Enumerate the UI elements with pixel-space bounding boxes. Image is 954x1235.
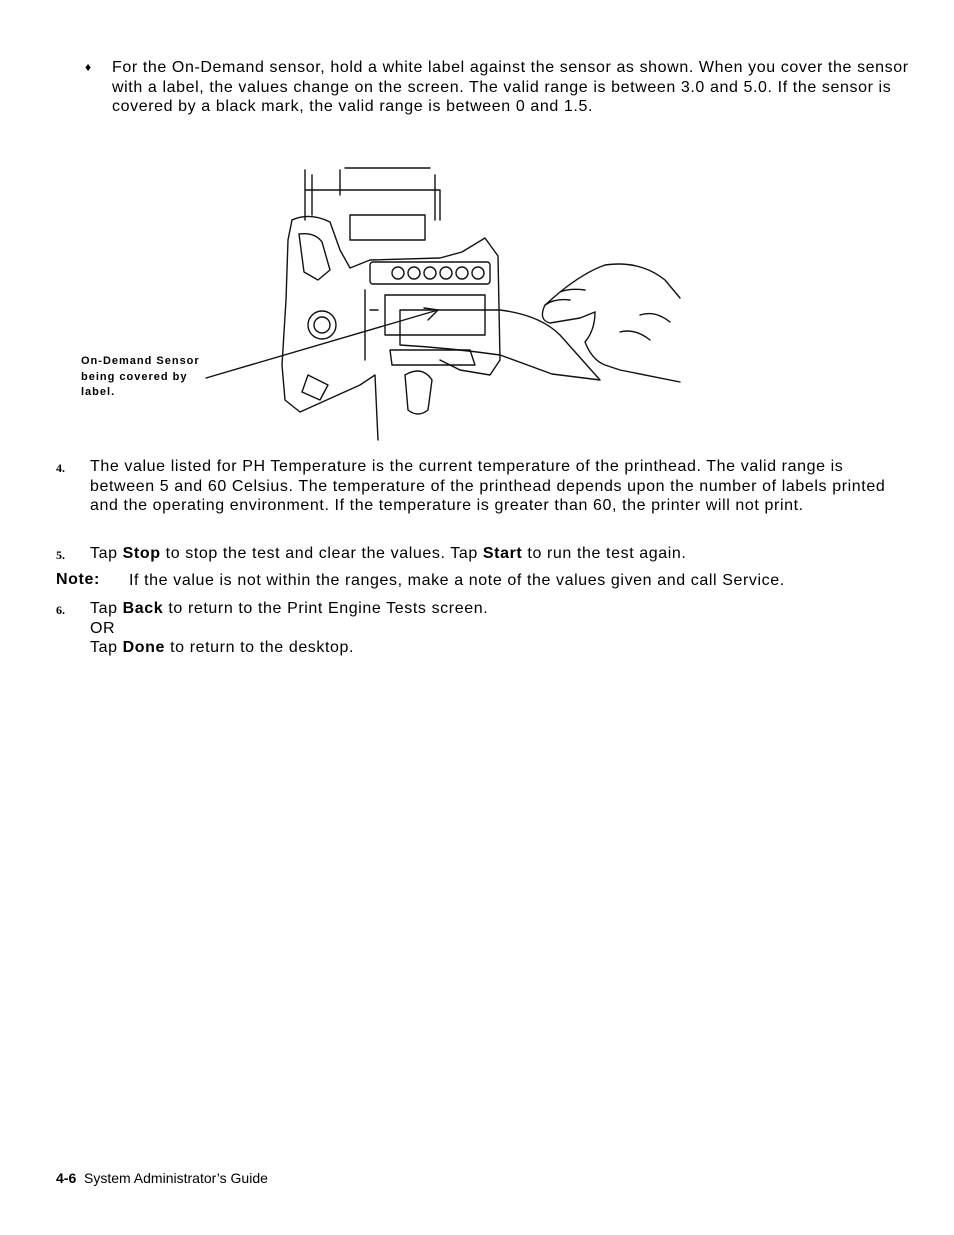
printer-sensor-illustration: [200, 160, 690, 445]
page-number: 4-6: [56, 1170, 77, 1186]
printer-body: [282, 220, 378, 440]
step-6-pre: Tap: [90, 600, 123, 617]
caption-line: being covered by: [81, 370, 188, 383]
step-6-text: [90, 599, 910, 658]
bullet-diamond-icon: ♦: [85, 60, 92, 74]
step-5-post: to run the test again.: [522, 545, 687, 562]
trigger: [405, 371, 432, 414]
done-keyword: Done: [122, 639, 166, 657]
step-5-pre: Tap: [90, 545, 123, 562]
start-keyword: Start: [482, 545, 523, 562]
step-number: 6.: [56, 603, 65, 617]
bullet-paragraph: For the On-Demand sensor, hold a white label against the sensor as shown. When you cover the sensor with a label, the values change on the screen. The valid range is between 3.0 and 5.0. If the sensor is covered by a black mark, the valid range is between 0 and 1.5.: [112, 59, 909, 116]
step-6-line-1: [90, 599, 910, 619]
step-number: 4.: [56, 461, 65, 475]
page-footer: [56, 1170, 268, 1186]
note-label: Note:: [56, 571, 100, 588]
sensor-pointer-line: [206, 310, 438, 378]
step-6-post-2: to return to the desktop.: [165, 639, 355, 657]
step-5-text: [90, 544, 910, 564]
note-text: If the value is not within the ranges, make a note of the values given and call Service.: [129, 572, 785, 589]
step-6-pre-2: Tap: [90, 639, 123, 657]
caption-line: On-Demand Sensor: [81, 355, 200, 367]
hand: [542, 264, 680, 382]
step-4-text: The value listed for PH Temperature is the current temperature of the printhead. The valid range is between 5 and 60 Celsius. The temperature of the printhead depends upon the number of labels printed and the operating environment. If the temperature is greater than 60, the printer will not print.: [90, 458, 886, 515]
step-6-post: to return to the Print Engine Tests screen.: [163, 600, 489, 617]
or-text: OR: [90, 619, 116, 637]
stop-keyword: Stop: [122, 545, 161, 562]
back-keyword: Back: [122, 600, 164, 617]
caption-line: label.: [81, 386, 116, 398]
step-5-mid: to stop the test and clear the values. Tap: [160, 545, 483, 562]
figure-caption: [81, 354, 200, 401]
step-6-line-3: [90, 638, 910, 658]
guide-title: System Administrator’s Guide: [84, 1170, 268, 1186]
step-number: 5.: [56, 548, 65, 562]
round-button: [308, 311, 336, 339]
